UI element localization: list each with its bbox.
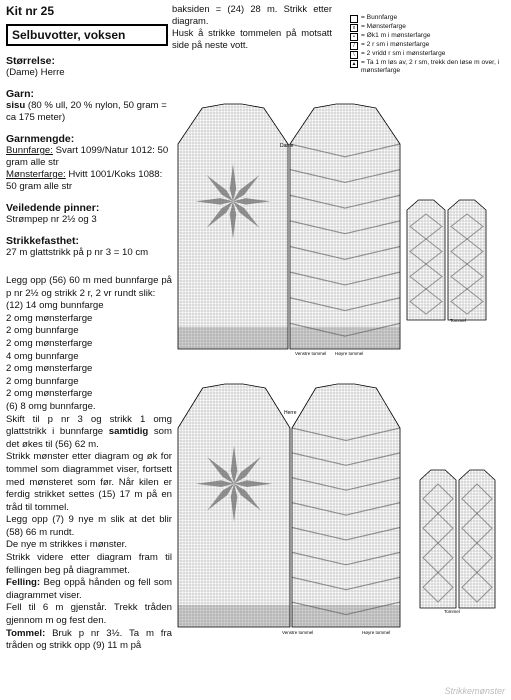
gauge-heading: Strikkefasthet: bbox=[6, 235, 79, 247]
tommel-label: Tommel bbox=[450, 318, 466, 323]
watermark: Strikkemønster bbox=[444, 686, 505, 696]
legend-swatch: • bbox=[350, 33, 358, 41]
thumb-text bbox=[6, 628, 172, 653]
herre-chart bbox=[172, 378, 511, 648]
legend bbox=[350, 14, 510, 75]
legend-text: = Bunnfarge bbox=[361, 14, 398, 21]
rib-row: 2 omg mønsterfarge bbox=[6, 363, 93, 375]
left-column bbox=[6, 4, 172, 653]
pattern-color-label: Mønsterfarge: bbox=[6, 169, 66, 180]
main-color-value: Svart 1099/Natur 1012: 50 gram alle str bbox=[6, 145, 169, 168]
thumb-diagram bbox=[420, 470, 456, 608]
instructions bbox=[6, 275, 172, 653]
rib-row: (6) 8 omg bunnfarge. bbox=[6, 400, 96, 412]
rib-row: 2 omg mønsterfarge bbox=[6, 388, 93, 400]
thumb-diagram bbox=[448, 200, 486, 320]
amount-pattern bbox=[6, 169, 172, 193]
thumb-label: Tommel: bbox=[6, 627, 46, 639]
venstre-tommel-label: Venstre tommel bbox=[282, 630, 314, 635]
yarn-brand: sisu bbox=[6, 100, 26, 111]
legend-text: = Mønsterfarge bbox=[361, 23, 406, 30]
thumb-diagram bbox=[459, 470, 495, 608]
decrease-text-2: Fell til 6 m gjenstår. Trekk tråden gjennom m og fest den. bbox=[6, 602, 172, 627]
decrease-value: Beg oppå hånden og fell som diagrammet viser. bbox=[6, 577, 172, 601]
yarn-heading: Garn: bbox=[6, 88, 35, 100]
decrease-text bbox=[6, 577, 172, 602]
legend-item bbox=[350, 14, 510, 23]
legend-item bbox=[350, 59, 510, 75]
dame-label: Dame bbox=[280, 143, 294, 149]
amount-heading: Garnmengde: bbox=[6, 133, 75, 145]
kit-number: Kit nr 25 bbox=[6, 4, 55, 18]
switch-text-b: som det økes til (56) 62 m. bbox=[6, 426, 172, 450]
rib-row: 2 omg bunnfarge bbox=[6, 375, 79, 387]
legend-swatch: \ bbox=[350, 51, 358, 59]
pattern-title: Selbuvotter, voksen bbox=[6, 24, 168, 46]
needles-heading: Veiledende pinner: bbox=[6, 202, 100, 214]
pattern-color-value: Hvitt 1001/Koks 1088: 50 gram alle str bbox=[6, 169, 163, 192]
legend-item bbox=[350, 41, 510, 50]
hoyre-tommel-label: Høyre tommel bbox=[335, 351, 364, 356]
thumb-diagram bbox=[407, 200, 445, 320]
size-value: (Dame) Herre bbox=[6, 67, 65, 78]
right-mitt-diagram bbox=[292, 384, 400, 627]
right-mitt-diagram bbox=[290, 104, 400, 349]
legend-text: = 2 vridd r sm i mønsterfarge bbox=[361, 50, 446, 57]
left-mitt-diagram bbox=[178, 104, 288, 349]
legend-text: = 2 r sm i mønsterfarge bbox=[361, 41, 430, 48]
legend-swatch: ▲ bbox=[351, 61, 357, 67]
rib-row: 2 omg mønsterfarge bbox=[6, 312, 93, 324]
cast-on-2-text: Legg opp (7) 9 nye m slik at det blir (58) 66 m rundt. bbox=[6, 514, 172, 538]
switch-text-a: Skift til p nr 3 og strikk 1 omg glattstrikk i bunnfarge bbox=[6, 413, 172, 438]
legend-text: = Øk1 m i mønsterfarge bbox=[361, 32, 431, 39]
continued-text: baksiden = (24) 28 m. Strikk etter diagram. Husk å strikke tommelen på motsatt side på neste vott. bbox=[172, 3, 332, 50]
continue-text: Strikk videre etter diagram fram til fellingen beg på diagrammet. bbox=[6, 552, 172, 576]
yarn-spec: (80 % ull, 20 % nylon, 50 gram = ca 175 meter) bbox=[6, 100, 167, 123]
pattern-text: Strikk mønster etter diagram og øk for tommel som diagrammet viser, fortsett med mønsteret som før. Når kilen er ferdig strikket settes (15) 17 m på en tråd til tommel. bbox=[6, 451, 172, 513]
decrease-label: Felling: bbox=[6, 577, 41, 589]
gauge-value: 27 m glattstrikk på p nr 3 = 10 cm bbox=[6, 247, 149, 258]
legend-text: = Ta 1 m løs av, 2 r sm, trekk den løse m over, i mønsterfarge bbox=[361, 59, 500, 74]
rib-row: 2 omg bunnfarge bbox=[6, 325, 79, 337]
venstre-tommel-label: Venstre tommel bbox=[295, 351, 327, 356]
rib-row: (12) 14 omg bunnfarge bbox=[6, 300, 104, 312]
yarn-value bbox=[6, 100, 172, 124]
herre-label: Herre bbox=[284, 410, 297, 416]
tommel-label: Tommel bbox=[444, 609, 460, 614]
switch-text-bold: samtidig bbox=[108, 426, 149, 438]
left-mitt-diagram bbox=[178, 384, 290, 627]
legend-swatch: / bbox=[350, 42, 358, 50]
legend-item bbox=[350, 50, 510, 59]
needles-value: Strømpep nr 2½ og 3 bbox=[6, 214, 97, 225]
cast-on-text: Legg opp (56) 60 m med bunnfarge på p nr 2½ og strikk 2 r, 2 vr rundt slik: bbox=[6, 275, 172, 299]
thumb-value: Bruk p nr 3½. Ta m fra tråden og strikk opp (9) 11 m på bbox=[6, 627, 172, 652]
legend-item bbox=[350, 23, 510, 32]
legend-swatch bbox=[350, 15, 358, 23]
legend-swatch: x bbox=[350, 24, 358, 32]
amount-main bbox=[6, 145, 172, 169]
size-heading: Størrelse: bbox=[6, 55, 56, 67]
dame-chart bbox=[172, 100, 511, 365]
rib-row: 4 omg bunnfarge bbox=[6, 350, 79, 362]
main-color-label: Bunnfarge: bbox=[6, 145, 53, 156]
legend-item bbox=[350, 32, 510, 41]
knit-new-text: De nye m strikkes i mønster. bbox=[6, 539, 128, 551]
switch-needles-text bbox=[6, 414, 172, 452]
hoyre-tommel-label: Høyre tommel bbox=[362, 630, 391, 635]
rib-row: 2 omg mønsterfarge bbox=[6, 337, 93, 349]
